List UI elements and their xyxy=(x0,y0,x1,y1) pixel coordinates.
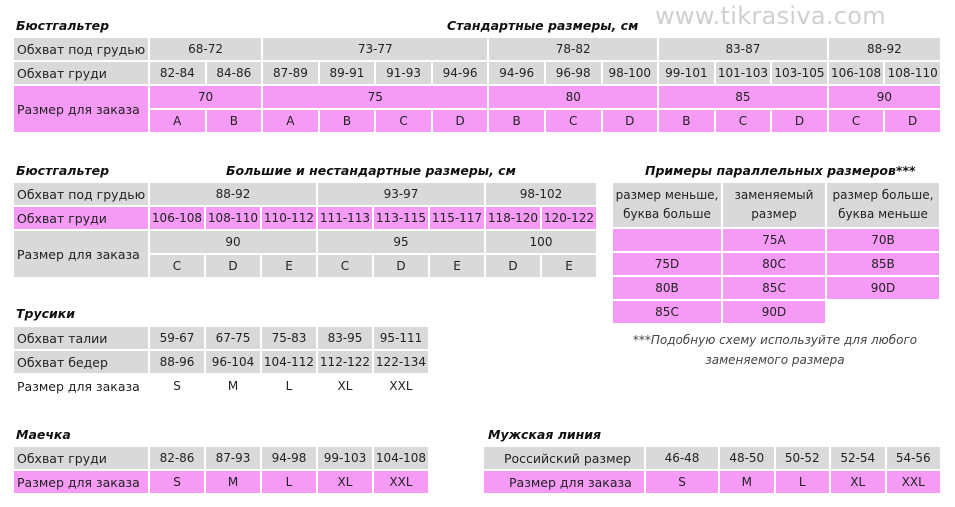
cup-cell: C xyxy=(716,110,771,132)
waist-cell: 95-111 xyxy=(374,327,428,349)
parallel-cell: 85C xyxy=(613,301,721,323)
waist-cell: 83-95 xyxy=(318,327,372,349)
bust-cell: 96-98 xyxy=(546,62,601,84)
tank-bust-row xyxy=(14,447,428,469)
large-subtitle: Большие и нестандартные размеры, см xyxy=(226,163,516,178)
parallel-row xyxy=(613,253,939,275)
bust-cell: 94-98 xyxy=(262,447,316,469)
ru-cell: 48-50 xyxy=(720,447,774,469)
parallel-cell: 80C xyxy=(723,253,825,275)
panties-size-row xyxy=(14,375,428,397)
tank-size-table xyxy=(12,445,430,495)
cup-cell: A xyxy=(150,110,205,132)
size-cell: S xyxy=(150,375,204,397)
standard-title: Бюстгальтер xyxy=(16,18,110,33)
cup-cell: E xyxy=(430,255,484,277)
parallel-cell: 85B xyxy=(827,253,939,275)
size-cell: XXL xyxy=(887,471,941,493)
standard-underbust-row xyxy=(14,38,940,60)
standard-band-row xyxy=(14,86,940,108)
waist-cell: 59-67 xyxy=(150,327,204,349)
size-cell: L xyxy=(262,471,316,493)
parallel-cell xyxy=(613,229,721,251)
large-title: Бюстгальтер xyxy=(16,163,110,178)
panties-hips-row xyxy=(14,351,428,373)
cup-cell: B xyxy=(489,110,544,132)
size-cell: L xyxy=(776,471,830,493)
row-label: Размер для заказа xyxy=(14,471,148,493)
bust-cell: 84-86 xyxy=(207,62,262,84)
size-cell: XXL xyxy=(374,375,428,397)
men-size-table xyxy=(482,445,942,495)
men-ru-row xyxy=(484,447,940,469)
cup-cell: C xyxy=(318,255,372,277)
parallel-row xyxy=(613,301,939,323)
cup-cell: C xyxy=(546,110,601,132)
parallel-row xyxy=(613,229,939,251)
waist-cell: 75-83 xyxy=(262,327,316,349)
band-cell: 75 xyxy=(263,86,487,108)
men-size-row xyxy=(484,471,940,493)
bust-cell: 106-108 xyxy=(829,62,884,84)
size-cell: XL xyxy=(318,471,372,493)
hips-cell: 112-122 xyxy=(318,351,372,373)
standard-size-table xyxy=(12,36,942,134)
underbust-cell: 83-87 xyxy=(659,38,827,60)
row-label: Размер для заказа xyxy=(484,471,644,493)
band-cell: 70 xyxy=(150,86,261,108)
large-size-table xyxy=(12,181,598,279)
bust-cell: 104-108 xyxy=(374,447,428,469)
band-cell: 80 xyxy=(489,86,657,108)
size-cell: M xyxy=(720,471,774,493)
parallel-row xyxy=(613,277,939,299)
cup-cell: D xyxy=(603,110,658,132)
row-label: Обхват талии xyxy=(14,327,148,349)
parallel-cell: 80B xyxy=(613,277,721,299)
row-label: Обхват груди xyxy=(14,207,148,229)
large-band-row xyxy=(14,231,596,253)
bust-cell: 99-101 xyxy=(659,62,714,84)
bust-cell: 98-100 xyxy=(603,62,658,84)
row-label: Обхват бедер xyxy=(14,351,148,373)
cup-cell: C xyxy=(829,110,884,132)
cup-cell: E xyxy=(262,255,316,277)
underbust-cell: 93-97 xyxy=(318,183,484,205)
size-cell: L xyxy=(262,375,316,397)
bust-cell: 106-108 xyxy=(150,207,204,229)
large-bust-row xyxy=(14,207,596,229)
parallel-header-row xyxy=(613,183,939,227)
parallel-title: Примеры параллельных размеров*** xyxy=(645,163,916,178)
band-cell: 90 xyxy=(829,86,940,108)
cup-cell: A xyxy=(263,110,318,132)
bust-cell: 94-96 xyxy=(433,62,488,84)
underbust-cell: 88-92 xyxy=(150,183,316,205)
tank-title: Маечка xyxy=(16,427,71,442)
bust-cell: 87-93 xyxy=(206,447,260,469)
panties-size-table xyxy=(12,325,430,399)
cup-cell: D xyxy=(433,110,488,132)
cup-cell: B xyxy=(320,110,375,132)
parallel-size-table xyxy=(611,181,941,325)
underbust-cell: 68-72 xyxy=(150,38,261,60)
standard-subtitle: Стандартные размеры, см xyxy=(447,18,639,33)
parallel-cell: 90D xyxy=(723,301,825,323)
cup-cell: D xyxy=(486,255,540,277)
size-cell: M xyxy=(206,471,260,493)
size-cell: S xyxy=(646,471,718,493)
hips-cell: 88-96 xyxy=(150,351,204,373)
waist-cell: 67-75 xyxy=(206,327,260,349)
bust-cell: 87-89 xyxy=(263,62,318,84)
tank-size-row xyxy=(14,471,428,493)
bust-cell: 120-122 xyxy=(542,207,596,229)
ru-cell: 52-54 xyxy=(831,447,885,469)
size-cell: M xyxy=(206,375,260,397)
cup-cell: B xyxy=(207,110,262,132)
cup-cell: D xyxy=(206,255,260,277)
hips-cell: 96-104 xyxy=(206,351,260,373)
row-label: Обхват груди xyxy=(14,447,148,469)
bust-cell: 89-91 xyxy=(320,62,375,84)
underbust-cell: 78-82 xyxy=(489,38,657,60)
bust-cell: 108-110 xyxy=(885,62,940,84)
row-label: Размер для заказа xyxy=(14,231,148,277)
bust-cell: 115-117 xyxy=(430,207,484,229)
parallel-header: заменяемый размер xyxy=(723,183,825,227)
bust-cell: 113-115 xyxy=(374,207,428,229)
parallel-note: ***Подобную схему используйте для любого заменяемого размера xyxy=(632,333,918,367)
panties-waist-row xyxy=(14,327,428,349)
panties-title: Трусики xyxy=(16,306,76,321)
bust-cell: 118-120 xyxy=(486,207,540,229)
standard-bust-row xyxy=(14,62,940,84)
underbust-cell: 88-92 xyxy=(829,38,940,60)
parallel-cell: 75D xyxy=(613,253,721,275)
hips-cell: 104-112 xyxy=(262,351,316,373)
parallel-cell: 90D xyxy=(827,277,939,299)
row-label: Обхват груди xyxy=(14,62,148,84)
bust-cell: 91-93 xyxy=(376,62,431,84)
cup-cell: C xyxy=(150,255,204,277)
cup-cell: D xyxy=(374,255,428,277)
cup-cell: D xyxy=(885,110,940,132)
band-cell: 100 xyxy=(486,231,596,253)
watermark: www.tikrasiva.com xyxy=(655,2,886,30)
bust-cell: 110-112 xyxy=(262,207,316,229)
bust-cell: 111-113 xyxy=(318,207,372,229)
bust-cell: 108-110 xyxy=(206,207,260,229)
parallel-cell: 85C xyxy=(723,277,825,299)
bust-cell: 82-84 xyxy=(150,62,205,84)
cup-cell: B xyxy=(659,110,714,132)
row-label: Обхват под грудью xyxy=(14,183,148,205)
men-title: Мужская линия xyxy=(488,427,602,442)
row-label: Обхват под грудью xyxy=(14,38,148,60)
bust-cell: 94-96 xyxy=(489,62,544,84)
ru-cell: 50-52 xyxy=(776,447,830,469)
parallel-cell xyxy=(827,301,939,323)
parallel-header: размер меньше, буква больше xyxy=(613,183,721,227)
row-label: Размер для заказа xyxy=(14,375,148,397)
parallel-cell: 75A xyxy=(723,229,825,251)
standard-cup-row xyxy=(14,110,940,132)
bust-cell: 82-86 xyxy=(150,447,204,469)
row-label: Российский размер xyxy=(484,447,644,469)
size-cell: XXL xyxy=(374,471,428,493)
bust-cell: 103-105 xyxy=(772,62,827,84)
cup-cell: D xyxy=(772,110,827,132)
bust-cell: 99-103 xyxy=(318,447,372,469)
band-cell: 95 xyxy=(318,231,484,253)
parallel-cell: 70B xyxy=(827,229,939,251)
parallel-header: размер больше, буква меньше xyxy=(827,183,939,227)
size-cell: S xyxy=(150,471,204,493)
size-cell: XL xyxy=(831,471,885,493)
row-label: Размер для заказа xyxy=(14,86,148,132)
band-cell: 90 xyxy=(150,231,316,253)
bust-cell: 101-103 xyxy=(716,62,771,84)
underbust-cell: 98-102 xyxy=(486,183,596,205)
large-underbust-row xyxy=(14,183,596,205)
underbust-cell: 73-77 xyxy=(263,38,487,60)
ru-cell: 46-48 xyxy=(646,447,718,469)
cup-cell: E xyxy=(542,255,596,277)
size-cell: XL xyxy=(318,375,372,397)
ru-cell: 54-56 xyxy=(887,447,941,469)
cup-cell: C xyxy=(376,110,431,132)
band-cell: 85 xyxy=(659,86,827,108)
hips-cell: 122-134 xyxy=(374,351,428,373)
